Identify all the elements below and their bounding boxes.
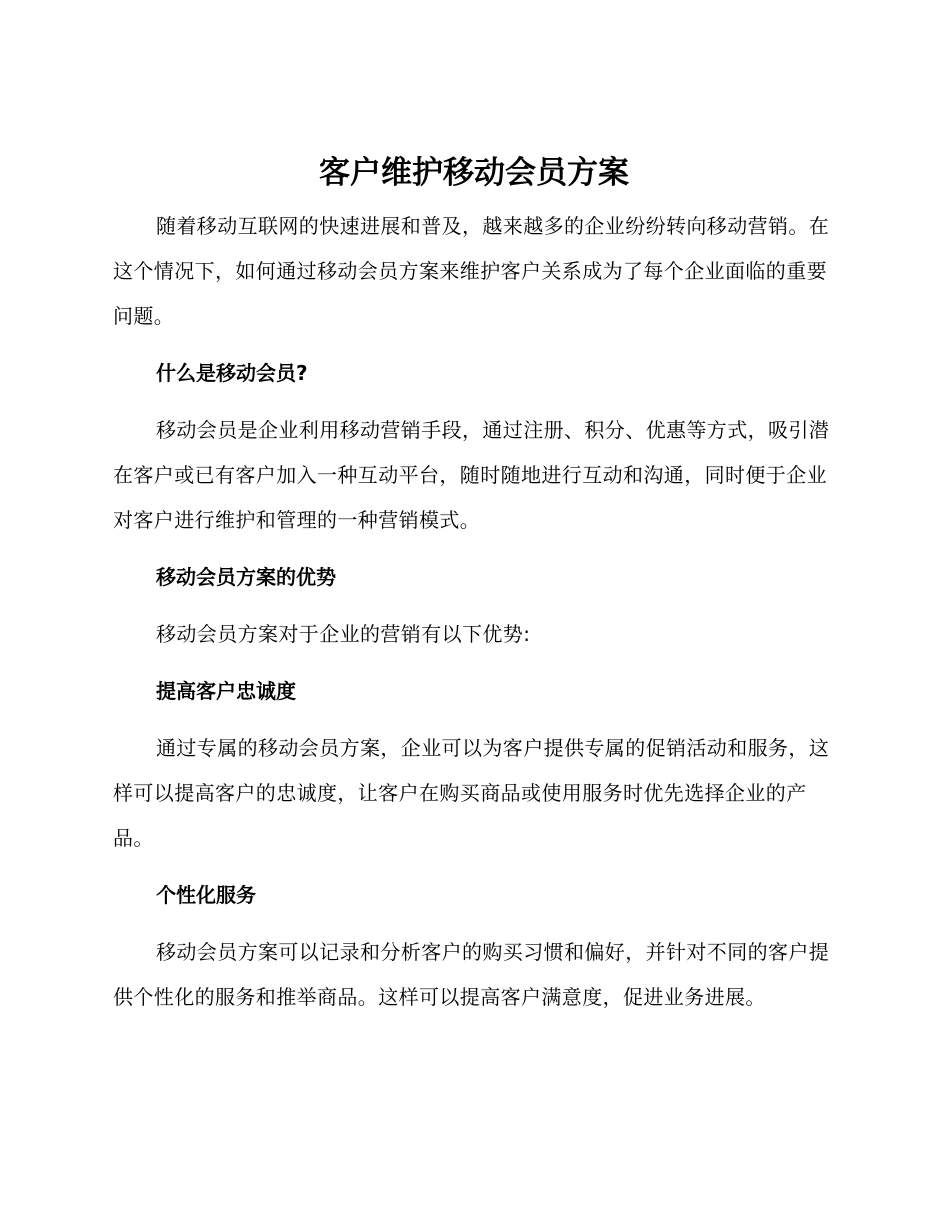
section-body-loyalty: 通过专属的移动会员方案，企业可以为客户提供专属的促销活动和服务，这样可以提高客户的忠诚度，让客户在购买商品或使用服务时优先选择企业的产品。	[113, 736, 830, 850]
document-title: 客户维护移动会员方案	[319, 155, 629, 191]
section-body-what-is-mobile-member: 移动会员是企业利用移动营销手段，通过注册、积分、优惠等方式，吸引潜在客户或已有客户加入一种互动平台，随时随地进行互动和沟通，同时便于企业对客户进行维护和管理的一种营销模式。	[113, 418, 830, 532]
section-heading-loyalty: 提高客户忠诚度	[156, 679, 296, 703]
section-heading-advantages: 移动会员方案的优势	[156, 565, 336, 589]
section-heading-personalized-service: 个性化服务	[156, 883, 256, 907]
section-body-personalized-service: 移动会员方案可以记录和分析客户的购买习惯和偏好，并针对不同的客户提供个性化的服务和推举商品。这样可以提高客户满意度，促进业务进展。	[113, 940, 830, 1009]
document-page	[113, 150, 835, 1020]
section-body-advantages: 移动会员方案对于企业的营销有以下优势:	[156, 622, 531, 646]
intro-paragraph: 随着移动互联网的快速进展和普及，越来越多的企业纷纷转向移动营销。在这个情况下，如何通过移动会员方案来维护客户关系成为了每个企业面临的重要问题。	[113, 214, 830, 328]
section-heading-what-is-mobile-member: 什么是移动会员?	[156, 361, 308, 385]
